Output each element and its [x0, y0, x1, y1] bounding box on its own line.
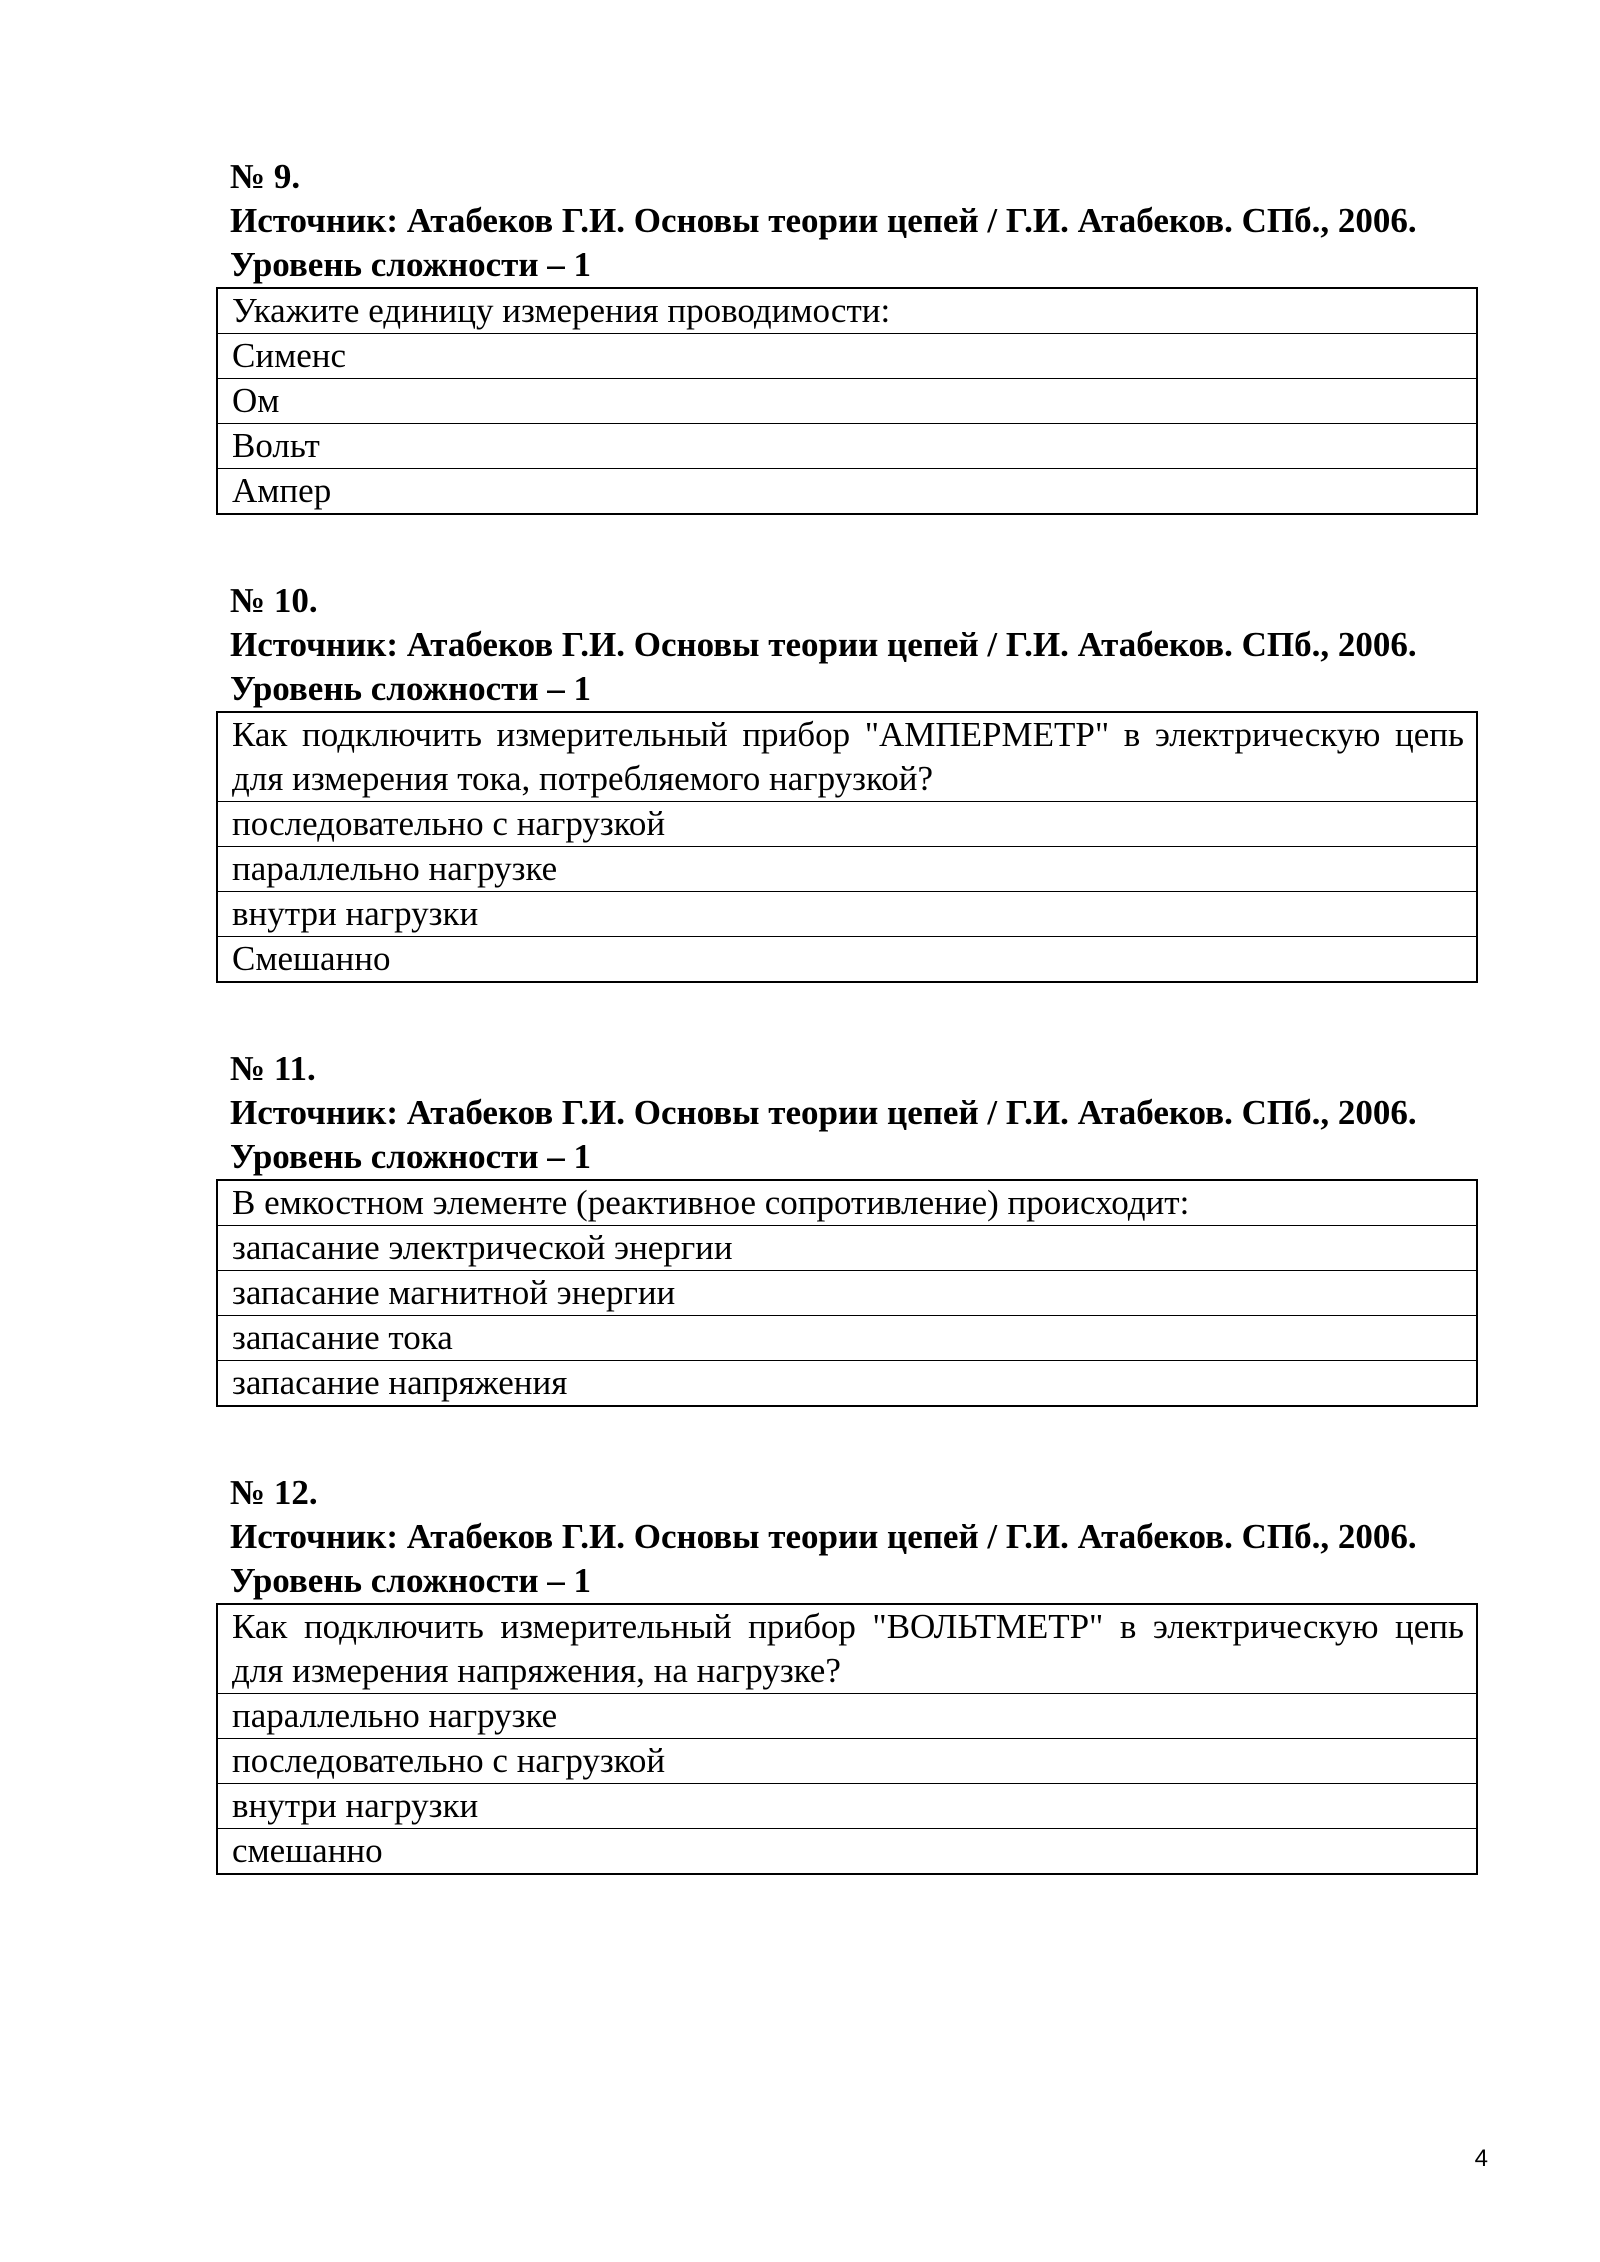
- question-number: № 11.: [230, 1049, 316, 1088]
- question-number: № 9.: [230, 157, 301, 196]
- question-prompt: В емкостном элементе (реактивное сопротивление) происходит:: [218, 1181, 1476, 1226]
- question-header: [230, 155, 1490, 287]
- answer-option: Ампер: [232, 471, 332, 510]
- question-table: [216, 287, 1478, 515]
- question-prompt: Укажите единицу измерения проводимости:: [218, 289, 1476, 334]
- answer-option: Ом: [218, 379, 1476, 424]
- answer-option: параллельно нагрузке: [218, 847, 1476, 892]
- answer-option: Вольт: [218, 424, 1476, 469]
- question-number: № 12.: [230, 1473, 318, 1512]
- question-table: [216, 1179, 1478, 1407]
- answer-option: последовательно с нагрузкой: [218, 802, 1476, 847]
- answer-option: Сименс: [218, 334, 1476, 379]
- question-source: Источник: Атабеков Г.И. Основы теории цепей / Г.И. Атабеков. СПб., 2006.: [230, 1517, 1417, 1556]
- question-table: [216, 711, 1478, 983]
- document-page: [230, 155, 1490, 1939]
- answer-option: последовательно с нагрузкой: [218, 1739, 1476, 1784]
- question-number: № 10.: [230, 581, 318, 620]
- answer-option: запасание тока: [218, 1316, 1476, 1361]
- question-level: Уровень сложности – 1: [230, 245, 592, 284]
- answer-option: Смешанно: [232, 939, 391, 978]
- question-prompt: Как подключить измерительный прибор "ВОЛЬТМЕТР" в электрическую цепь для измерения напряжения, на нагрузке?: [218, 1605, 1476, 1694]
- question-11: [230, 1047, 1490, 1407]
- page-number: 4: [1474, 2145, 1488, 2172]
- question-source: Источник: Атабеков Г.И. Основы теории цепей / Г.И. Атабеков. СПб., 2006.: [230, 201, 1417, 240]
- answer-option: запасание электрической энергии: [218, 1226, 1476, 1271]
- answer-option: внутри нагрузки: [218, 892, 1476, 937]
- answer-option: запасание магнитной энергии: [218, 1271, 1476, 1316]
- answer-option: смешанно: [232, 1831, 383, 1870]
- question-table: [216, 1603, 1478, 1875]
- question-9: [230, 155, 1490, 515]
- question-level: Уровень сложности – 1: [230, 1561, 592, 1600]
- question-10: [230, 579, 1490, 983]
- question-level: Уровень сложности – 1: [230, 669, 592, 708]
- question-source: Источник: Атабеков Г.И. Основы теории цепей / Г.И. Атабеков. СПб., 2006.: [230, 1093, 1417, 1132]
- question-header: [230, 1471, 1490, 1603]
- question-header: [230, 1047, 1490, 1179]
- answer-option: запасание напряжения: [232, 1363, 568, 1402]
- question-level: Уровень сложности – 1: [230, 1137, 592, 1176]
- answer-option: внутри нагрузки: [218, 1784, 1476, 1829]
- question-source: Источник: Атабеков Г.И. Основы теории цепей / Г.И. Атабеков. СПб., 2006.: [230, 625, 1417, 664]
- question-12: [230, 1471, 1490, 1875]
- question-prompt: Как подключить измерительный прибор "АМПЕРМЕТР" в электрическую цепь для измерения тока, потребляемого нагрузкой?: [218, 713, 1476, 802]
- question-header: [230, 579, 1490, 711]
- answer-option: параллельно нагрузке: [218, 1694, 1476, 1739]
